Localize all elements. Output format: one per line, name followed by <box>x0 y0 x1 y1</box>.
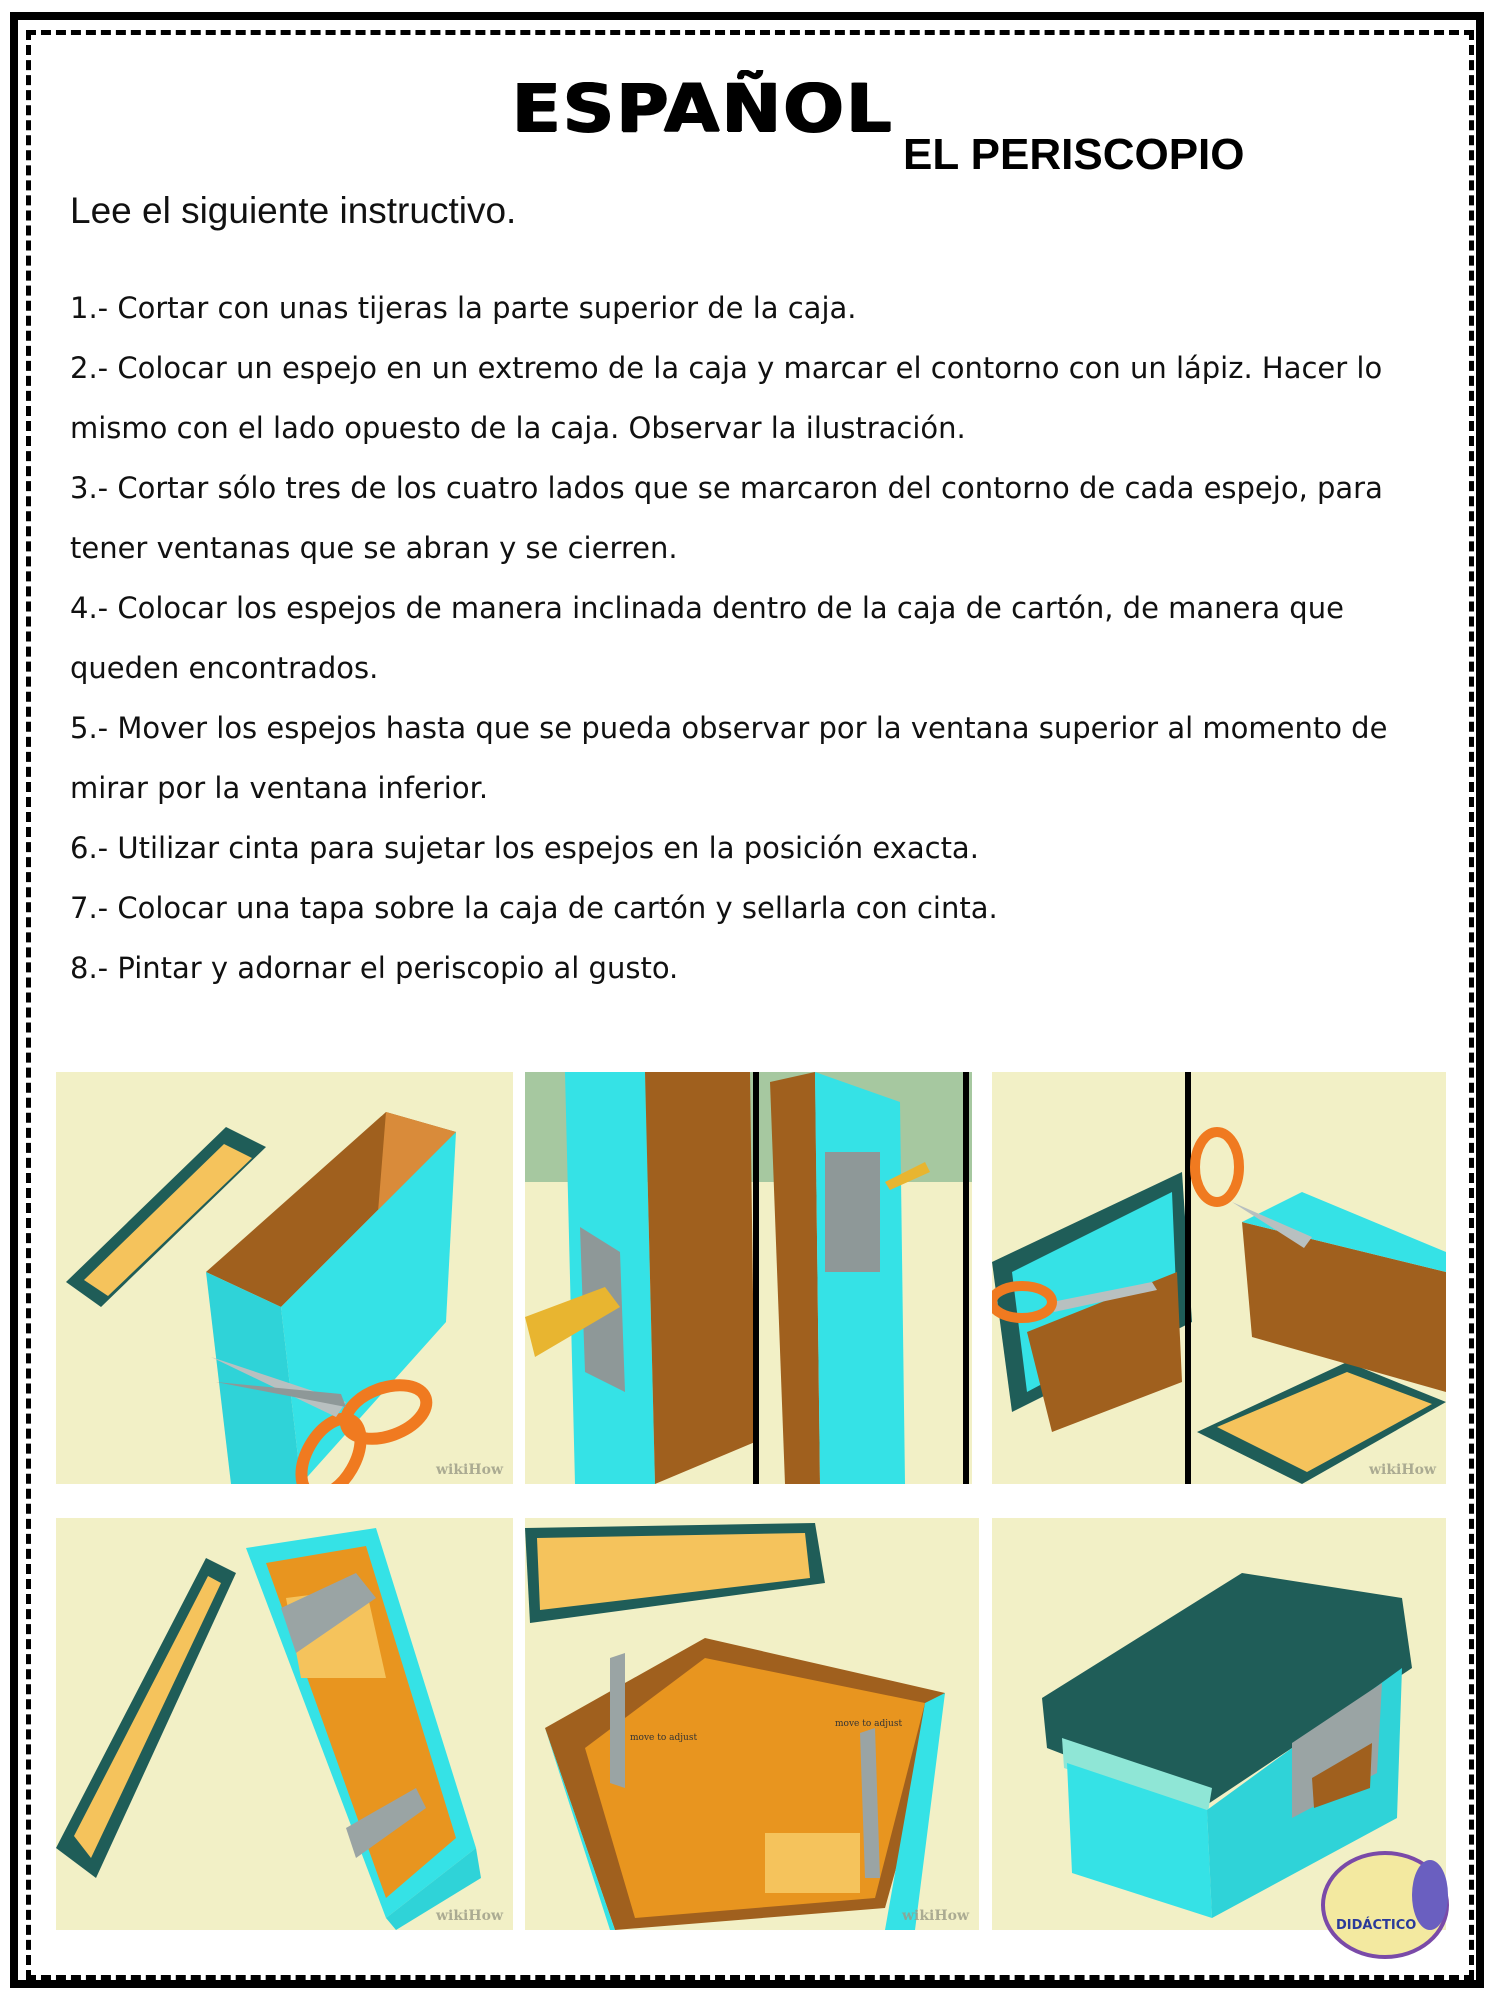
instruction-list <box>70 278 1430 998</box>
open-box-drawing <box>56 1518 513 1930</box>
move-to-adjust-label-1: move to adjust <box>630 1733 698 1743</box>
intro-text: Lee el siguiente instructivo. <box>70 190 517 231</box>
illustration-cut-top <box>56 1072 513 1484</box>
mirror-marking-drawing <box>525 1072 972 1484</box>
publisher-logo <box>1320 1850 1450 1960</box>
wikihow-watermark: wikiHow <box>1368 1462 1436 1478</box>
subject-heading: ESPAÑOL <box>512 70 894 147</box>
move-to-adjust-label-2: move to adjust <box>835 1719 903 1729</box>
step-3: 3.- Cortar sólo tres de los cuatro lados que se marcaron del contorno de cada espejo, para tener ventanas que se abran y se cierren. <box>70 471 1383 565</box>
step-1: 1.- Cortar con unas tijeras la parte superior de la caja. <box>70 291 857 325</box>
wikihow-watermark: wikiHow <box>435 1908 503 1924</box>
logo-text: DIDÁCTICO <box>1336 1918 1417 1933</box>
step-5: 5.- Mover los espejos hasta que se pueda observar por la ventana superior al momento de mirar por la ventana inferior. <box>70 711 1388 805</box>
step-8: 8.- Pintar y adornar el periscopio al gusto. <box>70 951 679 985</box>
step-4: 4.- Colocar los espejos de manera inclinada dentro de la caja de cartón, de manera que queden encontrados. <box>70 591 1344 685</box>
wikihow-watermark: wikiHow <box>901 1908 969 1924</box>
adjust-mirrors-drawing <box>525 1518 979 1930</box>
box-scissors-drawing <box>56 1072 513 1484</box>
illustration-cut-windows <box>992 1072 1446 1484</box>
page-title: EL PERISCOPIO <box>903 130 1245 179</box>
illustration-mark-mirror <box>525 1072 972 1484</box>
step-7: 7.- Colocar una tapa sobre la caja de cartón y sellarla con cinta. <box>70 891 998 925</box>
wikihow-watermark: wikiHow <box>435 1462 503 1478</box>
illustration-adjust-mirrors <box>525 1518 979 1930</box>
window-cutting-drawing <box>992 1072 1446 1484</box>
step-6: 6.- Utilizar cinta para sujetar los espejos en la posición exacta. <box>70 831 979 865</box>
illustration-box-mirrors <box>56 1518 513 1930</box>
step-2: 2.- Colocar un espejo en un extremo de la caja y marcar el contorno con un lápiz. Hacer lo mismo con el lado opuesto de la caja. Observar la ilustración. <box>70 351 1383 445</box>
